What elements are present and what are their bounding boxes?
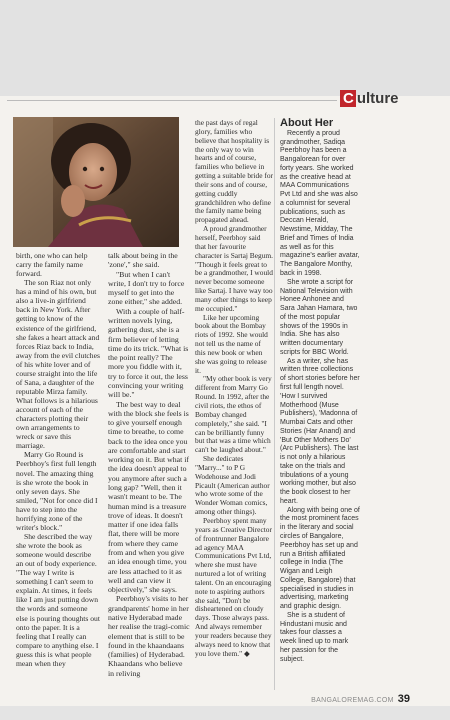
article-column-3: [195, 119, 273, 658]
top-margin: [0, 0, 450, 96]
section-header: [340, 90, 399, 107]
paragraph: Like her upcoming book about the Bombay riots of 1992. She would not tell us the name of this new book or when she was going to release it.: [195, 312, 268, 375]
paragraph: "But when I can't write, I don't try to force myself to get into the zone either," she added.: [108, 269, 185, 307]
paragraph: She wrote a script for National Television with Honee Anhonee and Sara Jahan Hamara, two of the most popular shows of the 1990s in India. She has also written documentary scripts for BBC World.: [280, 278, 358, 356]
paragraph: She dedicates "Marry..." to P G Wodehouse and Jodi Picault (American author who wrote some of the Wonder Woman comics, among other things).: [195, 454, 270, 517]
article-column-2: [108, 251, 190, 678]
paragraph: As a writer, she has written three collections of short stories before her first full length novel. 'How I survived Motherhood (Muse Publishers), 'Madonna of Mumbai Cats and other Stories (Har Anand) and 'But Other Mothers Do' (Arc Publishers). The last is not only a hilarious take on the trials and tribulations of a young working mother, but also the book closest to her heart.: [280, 357, 360, 505]
site-url: BANGALOREMAG.COM: [311, 697, 394, 704]
paragraph: Marry Go Round is Peerbhoy's first full length novel. The amazing thing is she wrote the book in only seven days. She smiled, "Not for once did I have to step into the horrifying zone of the writer's block.": [16, 450, 98, 532]
bottom-margin: [0, 706, 450, 720]
paragraph: Peerbhoy spent many years as Creative Director of frontrunner Bangalore ad agency MAA Communications Pvt Ltd, where she must have nurtured a lot of writing talent. On an encouraging note to aspiring authors she said, "Don't be disheartened on cloudy days. Those always pass. And always remember your readers because they always need to know that you love them." ◆: [195, 515, 272, 658]
paragraph: She described the way she wrote the book as someone would describe an out of body experience. "The way I write is something I can't seem to explain. At times, it feels like I am just putting down the words and someone else is pouring thoughts out onto the paper. It is a feeling that I really can compare to anything else. I guess this is what people mean when they: [16, 531, 100, 668]
section-initial: C: [340, 90, 356, 107]
page-number: 39: [397, 693, 410, 705]
paragraph: talk about being in the 'zone'," she said.: [108, 251, 178, 270]
paragraph: the past days of regal glory, families who believe that hospitality is the only way to win hearts and of course, families who believe in getting a suitable bride for their sons and of course, getting cuddly grandchildren who define the family name being propagated ahead.: [195, 118, 273, 225]
paragraph: birth, one who can help carry the family name forward.: [16, 251, 88, 279]
section-title-rest: ulture: [356, 90, 399, 107]
paragraph: Peerbhoy's visits to her grandparents' home in her native Hyderabad made her realise the tragi-comic element that is still to be found in the khaandaans (families) of Hyderabad. Khaandans who believe in reliving: [108, 594, 190, 678]
paragraph: Recently a proud grandmother, Sadiqa Peerbhoy has been a Bangalorean for over forty years. She worked as the creative head at MAA Communications Pvt Ltd and she was also a columnist for several publications, such as Deccan Herald, Newstime, Midday, The Brief and Times of India as well as for this magazine's earlier avatar, The Bangalore Monthy, back in 1998.: [280, 129, 360, 278]
column-divider: [274, 118, 275, 690]
paragraph: The son Riaz not only has a mind of his own, but also a live-in girlfriend back in New York. After getting to know of the existence of the girlfriend, she fakes a heart attack and forces Riaz back to India, away from the evil clutches of his white lover and of course straight into the life of Sana, a daughter of the reputable Mirza family. What follows is a hilarious account of each of the characters plotting their own arrangements to wreck or save this marriage.: [16, 278, 100, 451]
paragraph: She is a student of Hindustani music and takes four classes a week lined up to mark her passion for the subject.: [280, 611, 349, 663]
portrait-photo: [13, 117, 179, 247]
paragraph: With a couple of half-written novels lying, gathering dust, she is a firm believer of letting time do its trick. "What is the point really? The more you fiddle with it, try to force it out, the less convincing your writing will be.": [108, 306, 189, 400]
paragraph: The best way to deal with the block she feels is to give yourself enough time to breathe, to come back to the idea once you are comfortable and start working on it. But what if the idea doesn't appeal to you anymore after such a long gap? "Well, then it wasn't meant to be. The human mind is a treasure trove of ideas. It doesn't matter if one idea falls flat, there will be more from where they came from and when you give an idea enough time, you are less attached to it as well and can view it objectively," she says.: [108, 399, 189, 595]
paragraph: Along with being one of the most prominent faces in the literary and social circles of Bangalore, Peerbhoy has set up and run a British affiliated college in India (The Wigan and Leigh College, Bangalore) that specialised in studies in advertising, marketing and graphic design.: [280, 506, 360, 611]
page-footer: [311, 689, 410, 707]
article-column-1: [16, 251, 100, 668]
about-her-sidebar: [280, 119, 360, 664]
paragraph: A proud grandmother herself, Peerbhoy said that her favourite character is Sartaj Begum. "Though it feels great to be a grandmother, I would never become someone like Sartaj. I have way too many other things to keep me occupied.": [195, 224, 273, 313]
header-rule: [7, 100, 337, 101]
sidebar-title: About Her: [280, 117, 334, 129]
paragraph: "My other book is very different from Marry Go Round. In 1992, after the civil riots, the ethos of Bombay changed completely," she said. "I can be brilliantly funny but that was a time which can't be laughed about.": [195, 374, 272, 455]
